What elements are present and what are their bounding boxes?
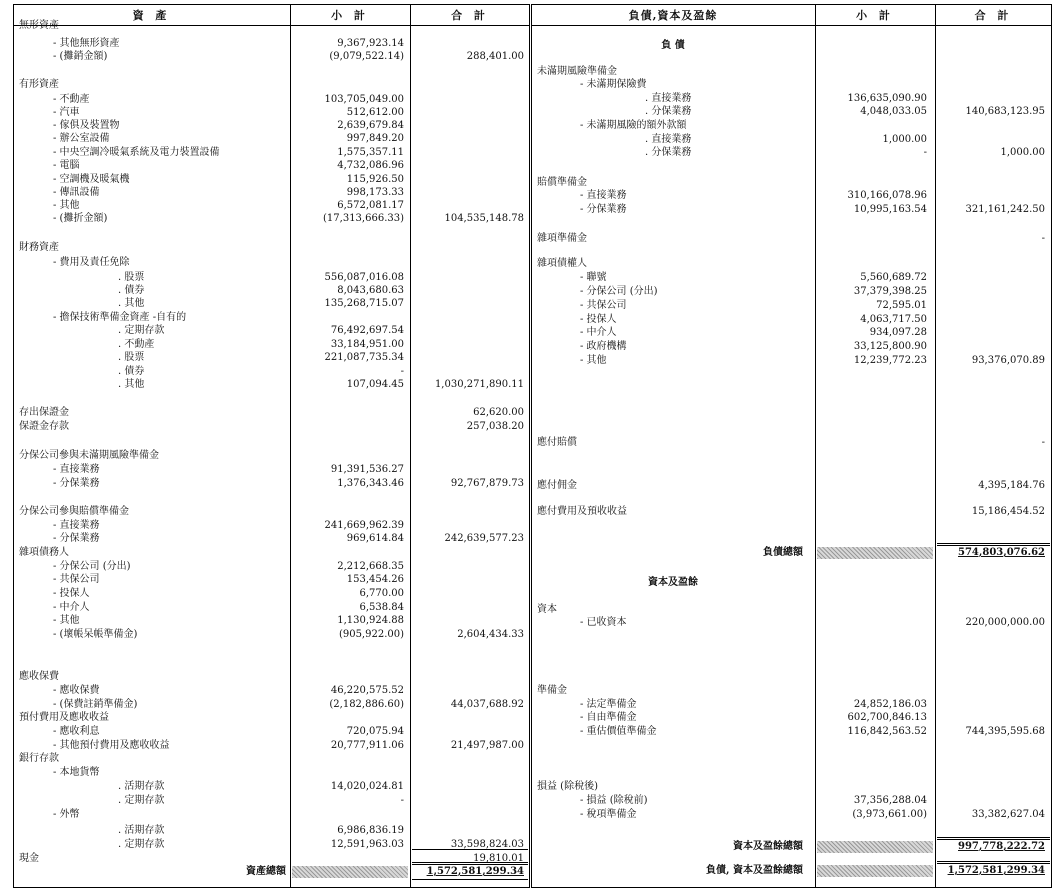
asset-row-label: - 共保公司 [53, 574, 100, 585]
liability-row-label: - 分保公司 (分出) [580, 286, 658, 297]
liability-total: 744,395,595.68 [965, 726, 1045, 737]
liability-row-label: - 中介人 [580, 327, 617, 338]
asset-subtotal: 1,575,357.11 [337, 147, 404, 158]
liability-row-label: 賠償準備金 [537, 177, 587, 188]
asset-row-label: . 定期存款 [118, 839, 165, 850]
liability-row-label: - 重估價值準備金 [580, 726, 657, 737]
asset-subtotal: 6,538.84 [359, 602, 404, 613]
asset-row-label: - 空調機及暖氣機 [53, 174, 130, 185]
asset-subtotal: 153,454.26 [346, 574, 404, 585]
liability-total: 15,186,454.52 [971, 506, 1045, 517]
liability-row-label: . 分保業務 [645, 106, 692, 117]
summary-label: 負債, 資本及盈餘總額 [706, 865, 803, 876]
asset-subtotal: 91,391,536.27 [330, 464, 404, 475]
liability-row-label: 準備金 [537, 685, 567, 696]
asset-row-label: - 應收利息 [53, 726, 100, 737]
asset-subtotal: 20,777,911.06 [330, 740, 404, 751]
asset-row-label: . 債券 [118, 366, 145, 377]
liability-row-label: - 未滿期風險的額外款額 [580, 120, 687, 131]
asset-total: 2,604,434.33 [457, 629, 524, 640]
asset-row-label: . 股票 [118, 352, 145, 363]
asset-row-label: - 分保業務 [53, 533, 100, 544]
liability-subtotal: 24,852,186.03 [853, 699, 927, 710]
asset-row-label: . 股票 [118, 272, 145, 283]
asset-row-label: - 投保人 [53, 588, 90, 599]
liability-row-label: - 稅項準備金 [580, 809, 637, 820]
asset-subtotal: 6,986,836.19 [337, 825, 404, 836]
asset-total: 21,497,987.00 [450, 740, 524, 751]
asset-row-label: - 費用及責任免除 [53, 257, 130, 268]
asset-row-label: 無形資產 [19, 20, 59, 31]
shaded-cell [292, 866, 408, 878]
asset-row-label: 應收保費 [19, 671, 59, 682]
header-assets: 資 產 [13, 4, 290, 26]
asset-subtotal: 115,926.50 [346, 174, 404, 185]
liability-subtotal: 72,595.01 [876, 300, 927, 311]
liability-subtotal: 37,356,288.04 [853, 795, 927, 806]
liability-subtotal: 10,995,163.54 [853, 204, 927, 215]
asset-row-label: - (攤銷金額) [53, 51, 108, 62]
asset-subtotal: 103,705,049.00 [324, 94, 404, 105]
liability-subtotal: 4,048,033.05 [860, 106, 927, 117]
column-divider [290, 4, 291, 888]
liability-row-label: - 共保公司 [580, 300, 627, 311]
asset-total: 44,037,688.92 [450, 699, 524, 710]
asset-total: 1,030,271,890.11 [434, 379, 524, 390]
assets-total-label: 資產總額 [246, 866, 286, 877]
asset-subtotal: 997,849.20 [346, 133, 404, 144]
asset-row-label: . 其他 [118, 298, 145, 309]
asset-row-label: - 直接業務 [53, 520, 100, 531]
liability-total: 140,683,123.95 [965, 106, 1045, 117]
asset-total: 288,401.00 [466, 51, 524, 62]
asset-row-label: . 債券 [118, 285, 145, 296]
liability-total: 220,000,000.00 [965, 617, 1045, 628]
summary-value: 997,778,222.72 [958, 841, 1045, 852]
asset-subtotal: 1,376,343.46 [337, 478, 404, 489]
asset-total: 33,598,824.03 [450, 839, 524, 850]
asset-row-label: - 其他預付費用及應收收益 [53, 740, 170, 751]
liability-subtotal: (3,973,661.00) [852, 809, 927, 820]
asset-subtotal: 1,130,924.88 [337, 615, 404, 626]
asset-row-label: - 分保公司 (分出) [53, 561, 131, 572]
asset-row-label: 預付費用及應收收益 [19, 712, 109, 723]
asset-row-label: . 活期存款 [118, 781, 165, 792]
asset-subtotal: 33,184,951.00 [330, 339, 404, 350]
liability-subtotal: 136,635,090.90 [847, 93, 927, 104]
asset-row-label: - 直接業務 [53, 464, 100, 475]
asset-row-label: - (攤折金額) [53, 213, 108, 224]
liability-row-label: - 自由準備金 [580, 712, 637, 723]
header-left-total: 合 計 [410, 4, 530, 26]
asset-subtotal: 998,173.33 [346, 187, 404, 198]
asset-row-label: - 應收保費 [53, 685, 100, 696]
liability-row-label: - 其他 [580, 355, 607, 366]
asset-row-label: - (保費註銷準備金) [53, 699, 138, 710]
liability-subtotal: 116,842,563.52 [847, 726, 927, 737]
asset-row-label: . 定期存款 [118, 795, 165, 806]
liability-subtotal: 33,125,800.90 [853, 341, 927, 352]
asset-total: 257,038.20 [466, 421, 524, 432]
liability-section-heading: 資本及盈餘 [648, 577, 698, 588]
asset-subtotal: 556,087,016.08 [324, 272, 404, 283]
liability-total: - [1041, 233, 1045, 244]
asset-subtotal: 107,094.45 [346, 379, 404, 390]
liability-subtotal: - [923, 147, 927, 158]
asset-subtotal: 4,732,086.96 [337, 160, 404, 171]
asset-total: 92,767,879.73 [450, 478, 524, 489]
asset-subtotal: 241,669,962.39 [324, 520, 404, 531]
liability-total: 33,382,627.04 [971, 809, 1045, 820]
asset-row-label: - 分保業務 [53, 478, 100, 489]
asset-row-label: 雜項債務人 [19, 547, 69, 558]
asset-row-label: 保證金存款 [19, 421, 69, 432]
liability-row-label: - 直接業務 [580, 190, 627, 201]
asset-row-label: - 辦公室設備 [53, 133, 110, 144]
asset-row-label: - (壞帳呆帳準備金) [53, 629, 138, 640]
header-left-subtotal: 小 計 [290, 4, 410, 26]
liability-subtotal: 5,560,689.72 [860, 272, 927, 283]
asset-row-label: - 其他 [53, 615, 80, 626]
liability-subtotal: 934,097.28 [869, 327, 927, 338]
asset-row-label: 分保公司參與未滿期風險準備金 [19, 450, 159, 461]
asset-total: 242,639,577.23 [444, 533, 524, 544]
liability-total: 93,376,070.89 [971, 355, 1045, 366]
asset-subtotal: 969,614.84 [346, 533, 404, 544]
header-right-subtotal: 小 計 [815, 4, 935, 26]
liability-subtotal: 602,700,846.13 [847, 712, 927, 723]
liability-row-label: - 已收資本 [580, 617, 627, 628]
liability-row-label: 未滿期風險準備金 [537, 66, 617, 77]
asset-subtotal: (905,922.00) [338, 629, 404, 640]
subtotal-rule [412, 849, 528, 850]
liability-subtotal: 37,379,398.25 [853, 286, 927, 297]
liability-row-label: 應付佣金 [537, 480, 577, 491]
asset-subtotal: 12,591,963.03 [330, 839, 404, 850]
summary-value: 574,803,076.62 [958, 547, 1045, 558]
asset-row-label: - 汽車 [53, 107, 80, 118]
summary-label: 資本及盈餘總額 [733, 841, 803, 852]
asset-row-label: . 其他 [118, 379, 145, 390]
asset-subtotal: 2,639,679.84 [337, 120, 404, 131]
shaded-cell [817, 841, 933, 853]
total-rule [412, 879, 528, 880]
liability-row-label: - 政府機構 [580, 341, 627, 352]
asset-subtotal: (9,079,522.14) [329, 51, 404, 62]
asset-subtotal: 221,087,735.34 [324, 352, 404, 363]
liability-row-label: . 分保業務 [645, 147, 692, 158]
asset-subtotal: (2,182,886.60) [329, 699, 404, 710]
asset-row-label: - 不動產 [53, 94, 90, 105]
asset-row-label: - 本地貨幣 [53, 767, 100, 778]
liability-row-label: - 法定準備金 [580, 699, 637, 710]
liability-row-label: 應付費用及預收收益 [537, 506, 627, 517]
liability-row-label: 損益 (除稅後) [537, 781, 598, 792]
asset-subtotal: 6,770.00 [359, 588, 404, 599]
asset-subtotal: 46,220,575.52 [330, 685, 404, 696]
summary-label: 負債總額 [763, 547, 803, 558]
asset-total: 19,810.01 [473, 853, 524, 864]
asset-subtotal: 512,612.00 [346, 107, 404, 118]
asset-row-label: - 外幣 [53, 809, 80, 820]
asset-row-label: - 中央空調冷暖氣系統及電力裝置設備 [53, 147, 220, 158]
asset-row-label: 有形資產 [19, 79, 59, 90]
asset-row-label: - 中介人 [53, 602, 90, 613]
asset-row-label: - 傳訊設備 [53, 187, 100, 198]
liability-row-label: 雜項債權人 [537, 258, 587, 269]
summary-value: 1,572,581,299.34 [947, 865, 1045, 876]
asset-subtotal: 76,492,697.54 [330, 325, 404, 336]
assets-total-value: 1,572,581,299.34 [426, 866, 524, 877]
shaded-cell [817, 865, 933, 877]
asset-row-label: - 其他 [53, 200, 80, 211]
asset-subtotal: 135,268,715.07 [324, 298, 404, 309]
header-liabilities: 負債,資本及盈餘 [531, 4, 815, 26]
asset-subtotal: - [400, 366, 404, 377]
liability-total: 321,161,242.50 [965, 204, 1045, 215]
asset-subtotal: 6,572,081.17 [337, 200, 404, 211]
asset-row-label: - 電腦 [53, 160, 80, 171]
asset-row-label: 存出保證金 [19, 407, 69, 418]
liability-row-label: - 損益 (除稅前) [580, 795, 648, 806]
asset-total: 62,620.00 [473, 407, 524, 418]
asset-row-label: - 傢俱及裝置物 [53, 120, 120, 131]
asset-subtotal: 720,075.94 [346, 726, 404, 737]
liability-row-label: - 投保人 [580, 314, 617, 325]
column-divider [410, 4, 411, 888]
liability-total: - [1041, 437, 1045, 448]
liability-row-label: 雜項準備金 [537, 233, 587, 244]
asset-subtotal: 2,212,668.35 [337, 561, 404, 572]
column-divider [815, 4, 816, 888]
shaded-cell [817, 547, 933, 559]
asset-subtotal: 14,020,024.81 [330, 781, 404, 792]
asset-row-label: - 擔保技術準備金資產 -自有的 [53, 312, 187, 323]
asset-row-label: 分保公司參與賠償準備金 [19, 506, 129, 517]
asset-row-label: . 不動產 [118, 339, 155, 350]
asset-row-label: . 活期存款 [118, 825, 165, 836]
asset-row-label: 銀行存款 [19, 753, 59, 764]
liability-subtotal: 1,000.00 [882, 134, 927, 145]
liability-total: 4,395,184.76 [978, 480, 1045, 491]
liability-row-label: . 直接業務 [645, 134, 692, 145]
header-right-total: 合 計 [935, 4, 1052, 26]
asset-total: 104,535,148.78 [444, 213, 524, 224]
liability-row-label: . 直接業務 [645, 93, 692, 104]
liability-row-label: - 分保業務 [580, 204, 627, 215]
asset-subtotal: 8,043,680.63 [337, 285, 404, 296]
asset-subtotal: (17,313,666.33) [323, 213, 404, 224]
asset-row-label: 財務資產 [19, 242, 59, 253]
liability-total: 1,000.00 [1000, 147, 1045, 158]
liability-subtotal: 12,239,772.23 [853, 355, 927, 366]
asset-subtotal: 9,367,923.14 [337, 38, 404, 49]
liability-row-label: - 未滿期保險費 [580, 79, 647, 90]
liability-subtotal: 4,063,717.50 [860, 314, 927, 325]
liability-section-heading: 負 債 [661, 40, 685, 51]
asset-row-label: - 其他無形資產 [53, 38, 120, 49]
column-divider [935, 4, 936, 888]
asset-row-label: . 定期存款 [118, 325, 165, 336]
liability-row-label: 應付賠償 [537, 437, 577, 448]
asset-subtotal: - [400, 795, 404, 806]
liability-row-label: - 聯號 [580, 272, 607, 283]
liability-subtotal: 310,166,078.96 [847, 190, 927, 201]
asset-row-label: 現金 [19, 853, 39, 864]
liability-row-label: 資本 [537, 604, 557, 615]
